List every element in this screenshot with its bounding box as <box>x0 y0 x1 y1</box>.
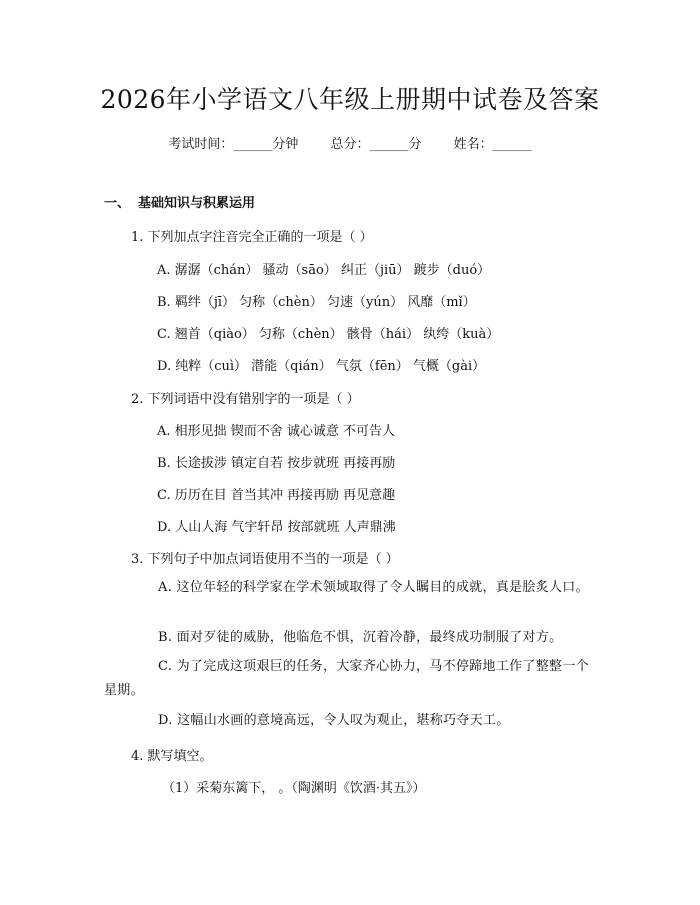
question-4-stem: 4. 默写填空。 <box>131 749 213 764</box>
question-1-option-c: C. 翘首（qiào） 匀称（chèn） 骸骨（hái） 纨绔（kuà） <box>157 327 500 342</box>
question-2-option-b: B. 长途拔涉 镇定自若 按步就班 再接再励 <box>157 456 396 471</box>
question-3-option-c: C. 为了完成这项艰巨的任务，大家齐心协力，马不停蹄地工作了整整一个星期。 <box>104 659 589 698</box>
question-3-option-a: A. 这位年轻的科学家在学术领域取得了令人瞩目的成就，真是脍炙人口。 <box>158 580 589 595</box>
exam-meta <box>0 133 700 152</box>
question-2-option-a: A. 相形见拙 锲而不舍 诚心诚意 不可告人 <box>157 424 396 439</box>
question-3-option-b: B. 面对歹徒的威胁，他临危不惧，沉着冷静，最终成功制服了对方。 <box>158 630 563 645</box>
question-2-option-d: D. 人山人海 气宇轩昂 按部就班 人声鼎沸 <box>157 520 396 535</box>
question-1-stem: 1. 下列加点字注音完全正确的一项是（ ） <box>131 230 373 245</box>
section-number: 一、 <box>104 196 131 211</box>
section-title: 基础知识与积累运用 <box>138 196 256 211</box>
section-heading <box>104 192 255 211</box>
exam-time-label: 考试时间：______分钟 <box>168 137 299 152</box>
page-title: 2026年小学语文八年级上册期中试卷及答案 <box>100 85 600 114</box>
question-2-option-c: C. 历历在目 首当其冲 再接再励 再见意趣 <box>157 488 396 503</box>
question-3-stem: 3. 下列句子中加点词语使用不当的一项是（ ） <box>131 552 399 567</box>
question-1-option-d: D. 纯粹（cuì） 潜能（qián） 气氛（fēn） 气概（gài） <box>157 359 486 374</box>
question-4-item-1: （1）采菊东篱下， 。（陶渊明《饮酒·其五》） <box>162 781 426 796</box>
question-2-stem: 2. 下列词语中没有错别字的一项是（ ） <box>131 392 360 407</box>
student-name-label: 姓名：______ <box>453 137 532 152</box>
question-1-option-b: B. 羁绊（jī） 匀称（chèn） 匀速（yún） 风靡（mǐ） <box>157 295 476 310</box>
total-score-label: 总分：______分 <box>330 137 422 152</box>
question-3-option-d: D. 这幅山水画的意境高远，令人叹为观止，堪称巧夺天工。 <box>158 713 510 728</box>
question-1-option-a: A. 潺潺（chán） 骚动（sāo） 纠正（jiū） 踱步（duó） <box>157 263 491 278</box>
